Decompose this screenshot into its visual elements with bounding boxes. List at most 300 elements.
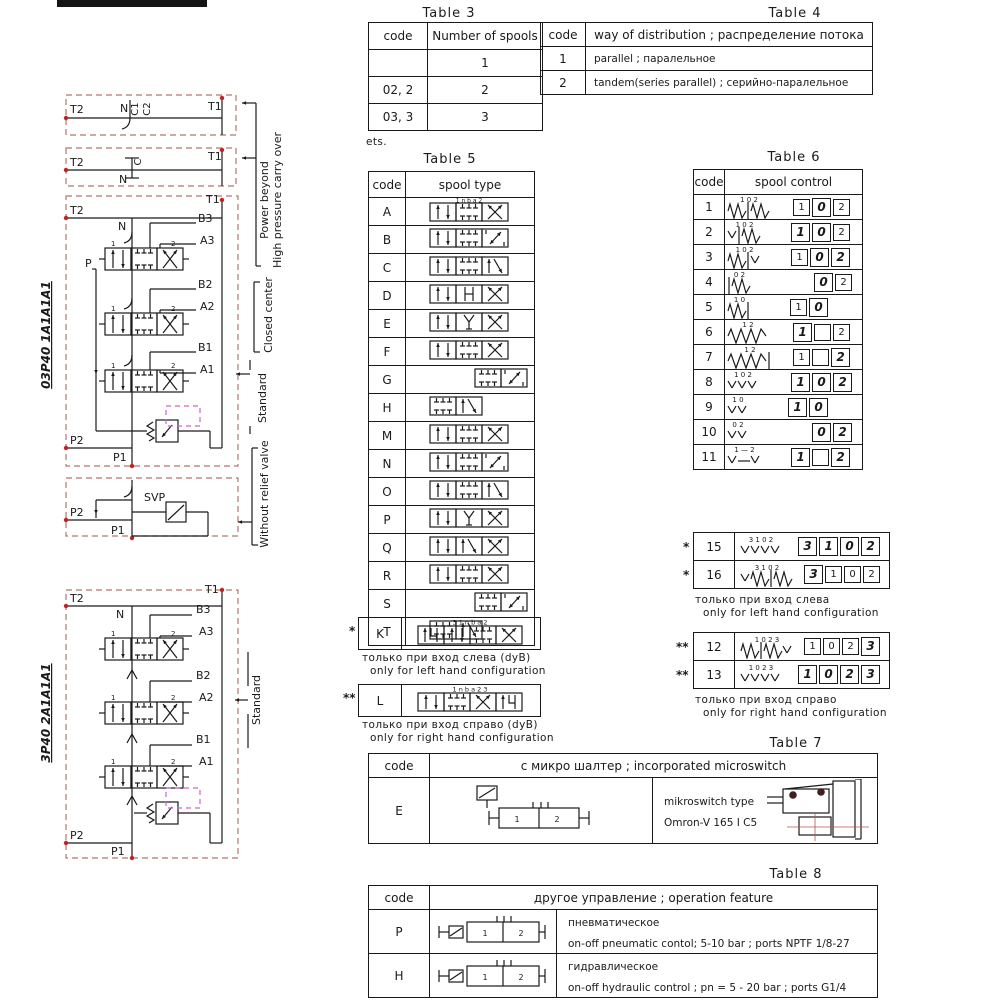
position-box: 1 (788, 398, 807, 417)
svg-text:A2: A2 (199, 691, 214, 704)
svg-text:T2: T2 (70, 204, 84, 217)
table5-row-k (358, 617, 541, 650)
control-code: 8 (694, 370, 725, 395)
svg-text:1 2: 1 2 (744, 346, 756, 354)
col-header: code (541, 23, 586, 47)
table-row (541, 71, 873, 95)
svg-text:B2: B2 (196, 669, 211, 682)
spool-code: D (369, 282, 406, 310)
spool-code: G (369, 366, 406, 394)
header-row (541, 23, 873, 47)
feature-line1: mikroswitch type (664, 795, 755, 808)
feature-line2: on-off hydraulic control ; pn = 5 - 20 bar ; ports G1/4 (568, 981, 847, 994)
position-box: 1 (819, 537, 838, 556)
table6-row (694, 195, 863, 220)
table6-row (694, 245, 863, 270)
position-box: 0 (844, 566, 861, 583)
feature-description (557, 954, 878, 998)
svg-text:Power beyond: Power beyond (258, 161, 271, 239)
table5-row (369, 478, 535, 506)
table5-row-l (358, 684, 541, 717)
position-box: 2 (833, 373, 852, 392)
control-code: 7 (694, 345, 725, 370)
svg-text:T1: T1 (208, 150, 222, 163)
control-code: 11 (694, 445, 725, 470)
table3-grid (368, 22, 543, 131)
svg-text:3 1 0 2: 3 1 0 2 (748, 535, 774, 544)
position-boxes (791, 323, 862, 342)
cell: 03, 3 (369, 104, 428, 131)
svg-text:Without relief valve: Without relief valve (258, 440, 271, 548)
position-box: 3 (861, 665, 880, 684)
svg-text:N: N (119, 173, 128, 186)
table6-row (694, 633, 890, 661)
table3 (368, 22, 543, 131)
control-symbol (735, 661, 890, 689)
control-symbol (735, 633, 890, 661)
spool-symbol (402, 685, 541, 717)
position-box: 0 (823, 638, 840, 655)
table5-row (369, 422, 535, 450)
table5-row (359, 685, 541, 717)
position-boxes (789, 448, 862, 467)
position-boxes (786, 398, 862, 417)
table6-star-16: * (683, 568, 690, 582)
svg-text:P: P (85, 257, 92, 270)
position-box: 1 (791, 223, 810, 242)
note-line: только при вход слева (695, 594, 830, 606)
spool-code: K (359, 618, 402, 650)
table8-title: Table 8 (769, 867, 823, 882)
table8-row (369, 954, 878, 998)
table5-row (369, 562, 535, 590)
table5-row (369, 590, 535, 618)
header-row (369, 23, 543, 50)
svg-text:T2: T2 (70, 156, 84, 169)
table8 (368, 885, 878, 998)
control-symbol-drawing (725, 445, 783, 469)
svg-text:C: C (133, 158, 144, 166)
svg-text:T1: T1 (208, 100, 222, 113)
position-boxes (796, 665, 886, 684)
table6-row (694, 270, 863, 295)
feature-line2: Omron-V 165 I C5 (664, 816, 758, 829)
position-box: 0 (814, 273, 833, 292)
position-box: 2 (833, 199, 850, 216)
position-boxes (789, 248, 862, 267)
table6-star-13: ** (676, 668, 689, 682)
svg-text:B1: B1 (196, 733, 211, 746)
spool-symbol-drawing (405, 685, 535, 713)
table4-grid (540, 22, 873, 95)
table5-l-star: ** (343, 691, 356, 705)
position-box: 3 (798, 537, 817, 556)
spool-symbol-drawing (406, 226, 532, 250)
spool-symbol-drawing (406, 478, 532, 502)
table7 (368, 753, 878, 844)
table5-note-l (362, 719, 554, 745)
control-code: 6 (694, 320, 725, 345)
position-box: 2 (831, 248, 850, 267)
position-boxes (810, 423, 862, 442)
spool-code: T (369, 618, 406, 646)
note-line: только при вход справо (dyB) (362, 719, 538, 731)
spool-code: M (369, 422, 406, 450)
col-header: way of distribution ; распределение потока (586, 23, 873, 47)
table6-row (694, 661, 890, 689)
table6-row (694, 345, 863, 370)
table6-note-right (695, 694, 887, 720)
col-header: Number of spools (428, 23, 543, 50)
control-symbol-drawing (738, 635, 796, 659)
table6-note-left (695, 594, 879, 620)
svg-text:3 1 n b a 2: 3 1 n b a 2 (452, 618, 488, 627)
col-header: code (369, 754, 430, 778)
svg-text:2: 2 (171, 305, 176, 313)
svg-text:T1: T1 (205, 583, 219, 596)
table6-row (694, 561, 890, 589)
position-boxes (802, 637, 886, 656)
svg-text:2: 2 (518, 973, 524, 982)
table5-row (369, 450, 535, 478)
table6-extra-left (693, 532, 890, 589)
feature-symbol (430, 954, 557, 998)
svg-text:N: N (118, 220, 127, 233)
table5-k-star: * (349, 624, 356, 638)
header-row (369, 754, 878, 778)
position-box: 0 (809, 398, 828, 417)
table-row (369, 50, 543, 77)
svg-text:2: 2 (554, 815, 560, 824)
svg-text:T2: T2 (70, 103, 84, 116)
position-box: 3 (804, 565, 823, 584)
svg-text:0 2: 0 2 (732, 421, 744, 429)
svg-text:2: 2 (171, 694, 176, 702)
control-symbol (725, 345, 863, 370)
svg-text:2: 2 (518, 929, 524, 938)
control-symbol (725, 245, 863, 270)
spool-symbol (406, 422, 535, 450)
table5-row (369, 226, 535, 254)
pilot-valve-symbol (433, 910, 549, 950)
position-boxes (796, 537, 886, 556)
control-code: 4 (694, 270, 725, 295)
position-box: 0 (812, 223, 831, 242)
table5-row (369, 338, 535, 366)
position-box: 1 (793, 199, 810, 216)
position-box: 3 (861, 637, 880, 656)
cell: tandem(series parallel) ; серийно-паралельное (586, 71, 873, 95)
svg-text:B1: B1 (198, 341, 213, 354)
table5-title: Table 5 (423, 152, 477, 167)
spool-symbol-drawing (406, 282, 532, 306)
svg-text:1 0: 1 0 (732, 396, 744, 404)
table4 (540, 22, 873, 95)
control-symbol-drawing (725, 295, 783, 319)
svg-text:3P40 2A1A1A1: 3P40 2A1A1A1 (39, 663, 53, 763)
control-code: 10 (694, 420, 725, 445)
spool-symbol-drawing (406, 366, 532, 390)
table6-star-15: * (683, 540, 690, 554)
table5-row (369, 534, 535, 562)
position-box: 0 (812, 198, 831, 217)
control-symbol-drawing (725, 395, 783, 419)
spool-symbol-drawing (406, 198, 532, 222)
svg-text:1 n b a 2: 1 n b a 2 (455, 198, 483, 205)
table5 (368, 171, 535, 646)
control-symbol-drawing (725, 245, 783, 269)
spool-symbol (402, 618, 541, 650)
feature-description (557, 910, 878, 954)
spool-symbol-drawing (406, 590, 532, 614)
svg-text:2: 2 (171, 630, 176, 638)
spool-symbol (406, 366, 535, 394)
control-symbol (725, 295, 863, 320)
position-box: 2 (835, 274, 852, 291)
control-symbol-drawing (725, 270, 783, 294)
cell: 3 (428, 104, 543, 131)
svg-text:03P40 1A1A1A1: 03P40 1A1A1A1 (39, 281, 53, 389)
svg-text:N: N (116, 608, 125, 621)
control-symbol (735, 533, 890, 561)
svg-text:1 n b a 2 3: 1 n b a 2 3 (452, 685, 488, 694)
spool-code: R (369, 562, 406, 590)
spool-code: O (369, 478, 406, 506)
position-boxes (789, 373, 862, 392)
position-box: 2 (861, 537, 880, 556)
header-row (369, 886, 878, 910)
spool-code: H (369, 394, 406, 422)
spool-code: C (369, 254, 406, 282)
spool-symbol (406, 562, 535, 590)
control-symbol-drawing (725, 420, 783, 444)
svg-text:1 2: 1 2 (742, 321, 754, 329)
control-code: 3 (694, 245, 725, 270)
spool-symbol (406, 394, 535, 422)
spool-symbol-drawing (405, 618, 535, 646)
table5-note-k (362, 652, 546, 678)
svg-text:1: 1 (111, 240, 116, 248)
position-box: 1 (793, 323, 812, 342)
svg-text:P2: P2 (70, 506, 84, 519)
position-boxes (812, 273, 862, 292)
position-box: 0 (840, 537, 859, 556)
col-header: spool control (725, 170, 863, 195)
svg-text:SVP: SVP (144, 491, 166, 504)
control-symbol (725, 195, 863, 220)
svg-text:1 0 2 3: 1 0 2 3 (748, 663, 774, 672)
svg-text:P2: P2 (70, 829, 84, 842)
spool-symbol (406, 254, 535, 282)
table6-row (694, 295, 863, 320)
spool-symbol-drawing (406, 450, 532, 474)
svg-text:T2: T2 (70, 592, 84, 605)
cell: 1 (541, 47, 586, 71)
spool-symbol (406, 310, 535, 338)
spool-symbol (406, 450, 535, 478)
control-symbol (735, 561, 890, 589)
feature-code: E (369, 778, 430, 844)
table7-row (369, 778, 878, 844)
position-box: 1 (791, 373, 810, 392)
feature-symbol (430, 778, 653, 844)
feature-code: H (369, 954, 430, 998)
position-boxes (789, 223, 862, 242)
table6-extra-grid (693, 632, 890, 689)
table8-row (369, 910, 878, 954)
microswitch-valve-symbol (433, 778, 645, 840)
col-header: code (369, 886, 430, 910)
svg-text:C2: C2 (142, 102, 153, 116)
svg-text:Standard: Standard (250, 674, 263, 726)
table-row (369, 104, 543, 131)
position-box: 1 (798, 665, 817, 684)
table8-grid (368, 885, 878, 998)
feature-description (653, 778, 878, 844)
control-code: 16 (694, 561, 735, 589)
svg-text:2: 2 (171, 240, 176, 248)
control-symbol (725, 220, 863, 245)
header-row (694, 170, 863, 195)
svg-text:P1: P1 (113, 451, 127, 464)
table5-row (369, 394, 535, 422)
position-box: 1 (793, 349, 810, 366)
position-box: 2 (833, 423, 852, 442)
spool-symbol-drawing (406, 562, 532, 586)
position-boxes (788, 298, 862, 317)
position-box (812, 349, 829, 366)
spool-symbol-drawing (406, 310, 532, 334)
microswitch-drawing (757, 779, 875, 841)
control-symbol-drawing (725, 220, 783, 244)
spool-code: P (369, 506, 406, 534)
position-box: 2 (831, 348, 850, 367)
control-code: 9 (694, 395, 725, 420)
note-line: only for left hand configuration (370, 665, 546, 677)
cell: 2 (541, 71, 586, 95)
table5-extra-grid (358, 684, 541, 717)
control-symbol (725, 370, 863, 395)
cell: 1 (428, 50, 543, 77)
table5-row (369, 254, 535, 282)
table5-extra-grid (358, 617, 541, 650)
position-box: 2 (833, 324, 850, 341)
position-box: 1 (825, 566, 842, 583)
table5-row (359, 618, 541, 650)
table6-star-12: ** (676, 640, 689, 654)
spool-symbol (406, 282, 535, 310)
position-box: 0 (809, 298, 828, 317)
svg-text:1 0: 1 0 (733, 296, 746, 304)
svg-text:B2: B2 (198, 278, 213, 291)
control-code: 12 (694, 633, 735, 661)
control-symbol (725, 420, 863, 445)
feature-symbol (430, 910, 557, 954)
table6-row (694, 445, 863, 470)
spool-symbol-drawing (406, 338, 532, 362)
position-box: 0 (810, 248, 829, 267)
table3-note: ets. (366, 136, 387, 148)
position-box: 2 (840, 665, 859, 684)
svg-text:1 0 2: 1 0 2 (734, 371, 752, 379)
table7-title: Table 7 (769, 736, 823, 751)
spool-code: B (369, 226, 406, 254)
table5-row (369, 506, 535, 534)
spool-symbol (406, 506, 535, 534)
position-box: 1 (804, 638, 821, 655)
position-box: 1 (791, 448, 810, 467)
table6 (693, 169, 863, 470)
svg-text:N: N (120, 102, 129, 115)
svg-text:T1: T1 (206, 193, 220, 206)
control-code: 5 (694, 295, 725, 320)
position-box: 1 (791, 249, 808, 266)
position-box: 0 (812, 423, 831, 442)
table-row (369, 77, 543, 104)
cell: parallel ; паралельное (586, 47, 873, 71)
svg-text:1 — 2: 1 — 2 (734, 446, 755, 454)
position-box (814, 324, 831, 341)
spool-symbol (406, 534, 535, 562)
control-symbol-drawing (738, 563, 796, 587)
svg-text:Closed center: Closed center (262, 277, 275, 353)
header-row (369, 172, 535, 198)
table4-title: Table 4 (768, 6, 822, 21)
svg-text:A1: A1 (199, 755, 214, 768)
position-box: 2 (863, 566, 880, 583)
svg-text:1: 1 (111, 362, 116, 370)
control-code: 15 (694, 533, 735, 561)
spool-symbol-drawing (406, 254, 532, 278)
control-symbol-drawing (725, 195, 783, 219)
table6-row (694, 320, 863, 345)
svg-text:2: 2 (171, 362, 176, 370)
table5-row (369, 282, 535, 310)
spool-symbol-drawing (406, 534, 532, 558)
table6-grid (693, 169, 863, 470)
control-symbol-drawing (725, 345, 783, 369)
cell: 2 (428, 77, 543, 104)
feature-code: P (369, 910, 430, 954)
spool-symbol (406, 226, 535, 254)
note-line: only for right hand configuration (703, 707, 887, 719)
svg-text:1: 1 (111, 305, 116, 313)
position-box: 1 (790, 299, 807, 316)
svg-text:0 2: 0 2 (733, 271, 746, 279)
svg-text:1: 1 (482, 929, 488, 938)
svg-text:Standard: Standard (256, 372, 269, 424)
control-symbol-drawing (738, 535, 796, 559)
svg-text:1: 1 (111, 630, 116, 638)
position-boxes (802, 565, 886, 584)
spool-symbol-drawing (406, 506, 532, 530)
position-box: 0 (819, 665, 838, 684)
spool-symbol (406, 590, 535, 618)
svg-text:A3: A3 (200, 234, 215, 247)
svg-text:A2: A2 (200, 300, 215, 313)
spool-code: L (359, 685, 402, 717)
svg-text:3 1 0 2: 3 1 0 2 (754, 563, 780, 572)
svg-text:1 0 2: 1 0 2 (735, 246, 754, 254)
svg-text:P2: P2 (70, 434, 84, 447)
table7-grid (368, 753, 878, 844)
spool-code: S (369, 590, 406, 618)
table6-title: Table 6 (767, 150, 821, 165)
table5-grid (368, 171, 535, 646)
position-box: 2 (842, 638, 859, 655)
svg-text:1: 1 (111, 758, 116, 766)
feature-line2: on-off pneumatic contol; 5-10 bar ; ports NPTF 1/8-27 (568, 937, 850, 950)
